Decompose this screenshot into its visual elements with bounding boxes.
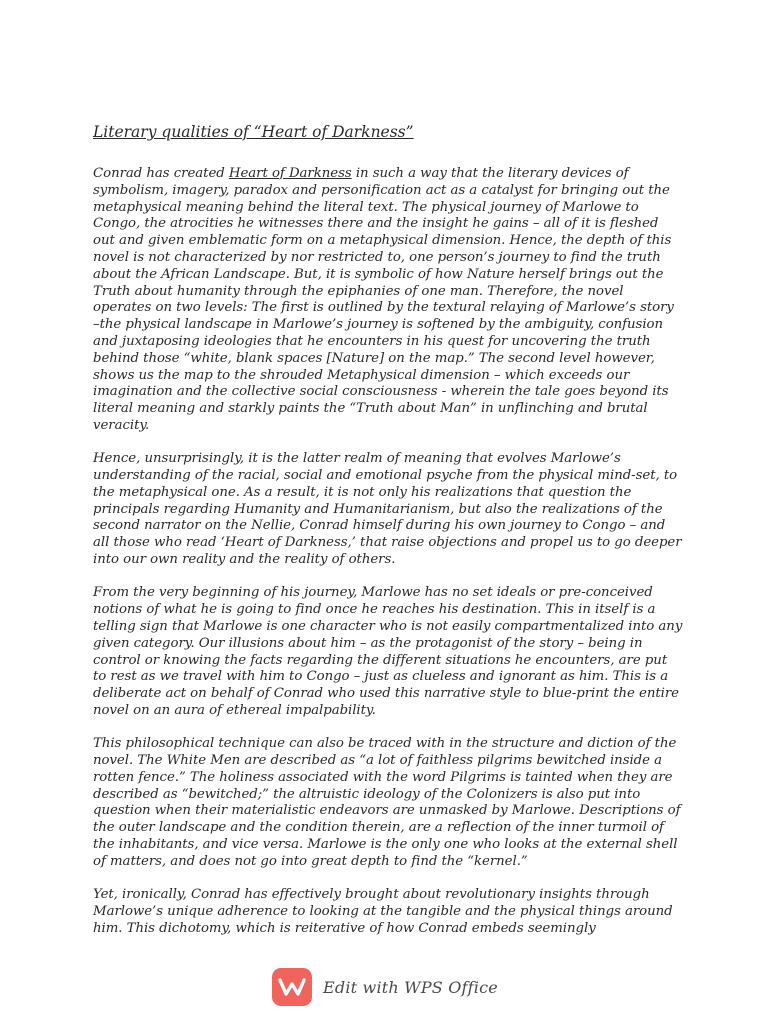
edit-with-wps-office-label: Edit with WPS Office: [323, 977, 498, 997]
edit-with-wps-office-link[interactable]: [272, 968, 498, 1006]
paragraph-4: This philosophical technique can also be traced with in the structure and diction of the novel. The White Men are described as “a lot of faithless pilgrims bewitched inside a rotten fence.” The holiness associated with the word Pilgrims is tainted when they are described as “bewitched;” the altruistic ideology of the Colonizers is also put into question when their materialistic endeavors are unmasked by Marlowe. Descriptions of the outer landscape and the condition therein, are a reflection of the inner turmoil of the inhabitants, and vice versa. Marlowe is the only one who looks at the external shell of matters, and does not go into great depth to find the “kernel.”: [93, 736, 681, 869]
paragraph-1: [93, 166, 683, 435]
paragraph-1-lead: Conrad has created: [93, 166, 229, 181]
paragraph-1-rest: in such a way that the literary devices of symbolism, imagery, paradox and personification act as a catalyst for bringing out the metaphysical meaning behind the literal text. The physical journey of Marlowe to Congo, the atrocities he witnesses there and the insight he gains – all of it is fleshed out and given emblematic form on a metaphysical dimension. Hence, the depth of this novel is not characterized by nor restricted to, one person’s journey to find the truth about the African Landscape. But, it is symbolic of how Nature herself brings out the Truth about humanity through the epiphanies of one man. Therefore, the novel operates on two levels: The first is outlined by the textural relaying of Marlowe’s story –the physical landscape in Marlowe’s journey is softened by the ambiguity, confusion and juxtaposing ideologies that he encounters in his quest for uncovering the truth behind those “white, blank spaces [Nature] on the map.” The second level however, shows us the map to the shrouded Metaphysical dimension – which exceeds our imagination and the collective social consciousness - wherein the tale goes beyond its literal meaning and starkly paints the “Truth about Man” in unflinching and brutal veracity.: [93, 166, 674, 433]
paragraph-3: From the very beginning of his journey, Marlowe has no set ideals or pre-conceived notions of what he is going to find once he reaches his destination. This in itself is a telling sign that Marlowe is one character who is not easily compartmentalized into any given category. Our illusions about him – as the protagonist of the story – being in control or knowing the facts regarding the different situations he encounters, are put to rest as we travel with him to Congo – just as clueless and ignorant as him. This is a deliberate act on behalf of Conrad who used this narrative style to blue-print the entire novel on an aura of ethereal impalpability.: [93, 585, 683, 718]
book-title-underlined: Heart of Darkness: [228, 166, 352, 181]
paragraph-2: Hence, unsurprisingly, it is the latter realm of meaning that evolves Marlowe’s understanding of the racial, social and emotional psyche from the physical mind-set, to the metaphysical one. As a result, it is not only his realizations that question the principals regarding Humanity and Humanitarianism, but also the realizations of the second narrator on the Nellie, Conrad himself during his own journey to Congo – and all those who read ‘Heart of Darkness,’ that raise objections and propel us to go deeper into our own reality and the reality of others.: [93, 451, 682, 568]
wps-office-logo-icon: [272, 968, 312, 1006]
document-page: [93, 122, 683, 954]
paragraph-5: Yet, ironically, Conrad has effectively brought about revolutionary insights through Marlowe’s unique adherence to looking at the tangible and the physical things around him. This dichotomy, which is reiterative of how Conrad embeds seemingly: [93, 887, 673, 936]
document-title: Literary qualities of “Heart of Darkness”: [93, 123, 414, 141]
